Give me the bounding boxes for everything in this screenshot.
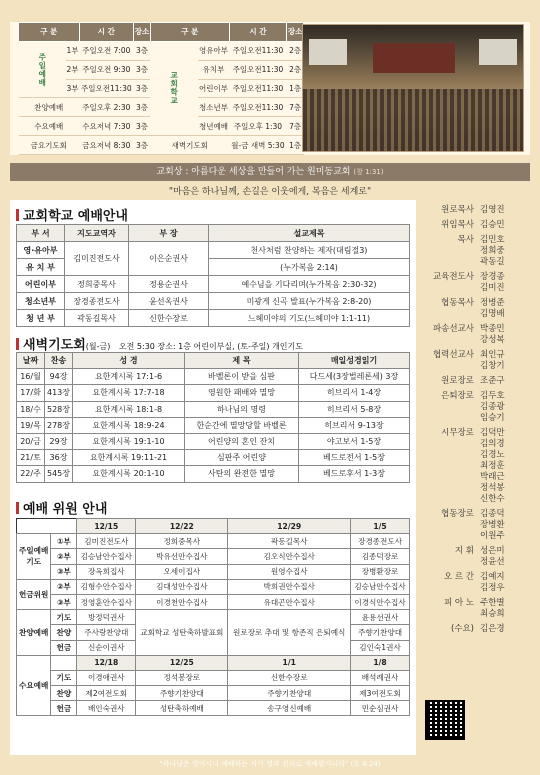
staff-role: 피 아 노 (443, 598, 474, 608)
col-header: 부 서 (17, 225, 65, 242)
staff-name: 김덕만 (480, 428, 505, 438)
staff-names (480, 235, 532, 268)
date: 21/토 (17, 450, 45, 466)
service-place: 7층 (287, 98, 304, 117)
sermon: (누가복음 2:14) (209, 259, 410, 276)
service-name: 1부 (66, 41, 79, 60)
staff-names (480, 324, 532, 346)
role: 기도 (51, 670, 77, 685)
duty-name: 원영수집사 (228, 564, 351, 579)
duty-name: 유대곤안수집사 (228, 594, 351, 609)
staff-name: 주한별 (480, 598, 505, 608)
duty-name: 박유선안수집사 (136, 549, 228, 564)
staff-role: 협동장로 (441, 509, 474, 519)
table-row (17, 385, 410, 401)
scripture: 요한계시록 18:1-8 (73, 401, 185, 417)
staff-role: 원로목사 (441, 205, 474, 215)
stage (373, 43, 455, 73)
duty-name: 오세이집사 (136, 564, 228, 579)
duty-name: 송구영신예배 (228, 701, 351, 716)
dept: 영·유아부 (17, 242, 65, 259)
staff-role: 위임목사 (441, 220, 474, 230)
dept: 청 년 부 (17, 310, 65, 327)
staff-role: 목사 (457, 235, 474, 245)
service-place: 3층 (134, 60, 151, 79)
staff-name: 곽동길 (480, 257, 505, 267)
hymn: 545장 (45, 466, 73, 482)
duty-name: 정희중목사 (136, 534, 228, 549)
col-header: 매일성경읽기 (299, 353, 410, 369)
service-no: ①부 (51, 534, 77, 549)
duty-name: 방정덕권사 (77, 610, 136, 625)
staff-row (420, 546, 532, 568)
staff-role: 파송선교사 (432, 324, 474, 334)
staff-name: 정윤선 (480, 557, 505, 567)
table-row (17, 417, 410, 433)
service-place: 3층 (134, 136, 151, 155)
teacher: 장경종전도사 (65, 293, 129, 310)
dept: 어린이부 (17, 276, 65, 293)
date-header: 1/8 (351, 655, 410, 670)
service-time: 주일오전 9:30 (79, 60, 134, 79)
duty-name: 김형수안수집사 (77, 579, 136, 594)
group-label: 교회학교 (150, 41, 198, 135)
table-row (17, 466, 410, 482)
row-group: 수요예배 (17, 655, 51, 716)
table-row (17, 401, 410, 417)
scripture: 요한계시록 20:1-10 (73, 466, 185, 482)
date-header: 1/1 (228, 655, 351, 670)
service-time: 주일오전 7:00 (79, 41, 134, 60)
staff-name: 김예지 (480, 572, 505, 582)
sermon: 미광게 신곡 발표(누가복음 2:8-20) (209, 293, 410, 310)
staff-name: 최정훈 (480, 461, 505, 471)
date-header: 12/29 (228, 519, 351, 534)
staff-name: 김은경 (480, 624, 505, 634)
staff-row (420, 624, 532, 635)
staff-name: 김종덕 (480, 509, 505, 519)
staff-name: 김정우 (480, 583, 505, 593)
hymn: 94장 (45, 369, 73, 385)
staff-row (420, 428, 532, 505)
staff-name: 강성복 (480, 335, 505, 345)
duty-name: 장병환장로 (351, 564, 410, 579)
staff-row (420, 220, 532, 231)
date: 22/주 (17, 466, 45, 482)
staff-names (480, 546, 532, 568)
sermon: 예수님을 기다리며(누가복음 2:30-32) (209, 276, 410, 293)
dawn-title (16, 334, 303, 353)
qr-code[interactable] (425, 700, 465, 740)
scripture: 요한계시록 17:1-6 (73, 369, 185, 385)
col-header: 구 분 (150, 23, 229, 42)
service-no: ②부 (51, 579, 77, 594)
screen-right (479, 39, 517, 65)
reading: 히브리서 5-8장 (299, 401, 410, 417)
staff-names (480, 624, 532, 635)
date-header: 12/22 (136, 519, 228, 534)
staff-names (480, 572, 532, 594)
screen-left (309, 39, 347, 65)
col-header: 날짜 (17, 353, 45, 369)
staff-row (420, 598, 532, 620)
title-bar (16, 338, 19, 350)
duty-name: 신순이권사 (77, 640, 136, 655)
staff-row (420, 391, 532, 424)
staff-name: 최인규 (480, 350, 505, 360)
staff-name: 김경노 (480, 450, 505, 460)
duty-name: 배인숙권사 (77, 701, 136, 716)
staff-name: 장병환 (480, 520, 505, 530)
service-name: 금요기도회 (19, 136, 80, 155)
service-name: 새벽기도회 (150, 136, 229, 155)
head: 윤선옥권사 (129, 293, 209, 310)
motto-text: 교회상 : 아름다운 세상을 만들어 가는 원미동교회 (156, 167, 351, 177)
service-name: 찬양예배 (19, 98, 80, 117)
duty-name: 김종덕장로 (351, 549, 410, 564)
staff-names (480, 509, 532, 542)
staff-name: 김명배 (480, 309, 505, 319)
main-panel (10, 200, 416, 755)
topic: 영원한 패배와 멸망 (185, 385, 299, 401)
duty-name: 이경천안수집사 (136, 594, 228, 609)
date-header: 12/25 (136, 655, 228, 670)
staff-names (480, 350, 532, 372)
scripture: 요한계시록 19:11-21 (73, 450, 185, 466)
staff-row (420, 572, 532, 594)
dawn-title-sub: (월-금) (85, 342, 111, 351)
duty-name: 주향기찬양대 (228, 686, 351, 701)
hymn: 278장 (45, 417, 73, 433)
staff-row (420, 205, 532, 216)
footer-verse: "하나님은 영이시니 예배하는 자가 영과 진리로 예배할지니라" (요 4:24) (159, 760, 381, 768)
dept: 유 치 부 (17, 259, 65, 276)
service-time: 주일오후 1:30 (229, 117, 287, 136)
reading: 다드세(3장벌레론세) 3장 (299, 369, 410, 385)
col-header: 구 분 (19, 23, 80, 42)
topic: 한순간에 멸망당할 바벨론 (185, 417, 299, 433)
duty-name: 이경애권사 (77, 670, 136, 685)
staff-names (480, 391, 532, 424)
head: 정용순권사 (129, 276, 209, 293)
reading: 히브리서 1-4장 (299, 385, 410, 401)
col-header: 찬송 (45, 353, 73, 369)
hymn: 29장 (45, 433, 73, 449)
service-name: 영유아부 (198, 41, 229, 60)
role: 찬양 (51, 625, 77, 640)
staff-name: 김승민 (480, 220, 505, 230)
staff-name: 김의경 (480, 439, 505, 449)
staff-names (480, 220, 532, 231)
duty-name: 장경종전도사 (351, 534, 410, 549)
staff-name: 김영진 (480, 205, 505, 215)
school-table (16, 224, 410, 327)
col-header: 장소 (134, 23, 151, 42)
service-name: 청년예배 (198, 117, 229, 136)
service-time: 주일오전11:30 (229, 60, 287, 79)
staff-name: 조준구 (480, 376, 505, 386)
duty-name: 박희권안수집사 (228, 579, 351, 594)
teacher: 김미진전도사 (65, 242, 129, 276)
table-row (17, 433, 410, 449)
staff-names (480, 598, 532, 620)
duty-name: 정영훈안수집사 (77, 594, 136, 609)
duty-table (16, 518, 410, 716)
scripture: 요한계시록 18:9-24 (73, 417, 185, 433)
service-schedule-section (10, 22, 530, 155)
title-bar (16, 209, 19, 221)
title-bar (16, 502, 19, 514)
duty-name: 제3여전도회 (351, 686, 410, 701)
role: 찬양 (51, 686, 77, 701)
staff-row (420, 509, 532, 542)
teacher: 정희중목사 (65, 276, 129, 293)
staff-row (420, 350, 532, 372)
congregation (303, 89, 523, 151)
staff-row (420, 272, 532, 294)
duty-name: 성탄축하예배 (136, 701, 228, 716)
col-header: 성 경 (73, 353, 185, 369)
service-schedule-table (18, 22, 304, 155)
staff-row (420, 298, 532, 320)
staff-names (480, 376, 532, 387)
duty-name: 정석봉장로 (136, 670, 228, 685)
table-row (17, 369, 410, 385)
dawn-info: 오전 5:30 장소: 1층 어린이부실, (토-주일) 개인기도 (118, 342, 303, 351)
reading: 야고보서 1-5장 (299, 433, 410, 449)
service-no: ③부 (51, 564, 77, 579)
staff-names (480, 298, 532, 320)
staff-name: 정희중 (480, 246, 505, 256)
row-group: 찬양예배 (17, 610, 51, 656)
hymn: 36장 (45, 450, 73, 466)
school-title: 교회학교 예배안내 (23, 209, 128, 224)
staff-name: 이원주 (480, 531, 505, 541)
date: 20/금 (17, 433, 45, 449)
service-no: ②부 (51, 549, 77, 564)
duty-name: 윤용선권사 (351, 610, 410, 625)
staff-name: 김종광 (480, 402, 505, 412)
duty-name: 배석례권사 (351, 670, 410, 685)
col-header: 부 장 (129, 225, 209, 242)
service-place: 3층 (134, 41, 151, 60)
duty-title-text: 예배 위원 안내 (23, 502, 108, 517)
table-row (17, 450, 410, 466)
service-place: 1층 (287, 136, 304, 155)
service-name: 유치부 (198, 60, 229, 79)
staff-role: 협력선교사 (432, 350, 474, 360)
date-header: 1/5 (351, 519, 410, 534)
service-place: 2층 (287, 41, 304, 60)
duty-name: 민순심권사 (351, 701, 410, 716)
role: 기도 (51, 610, 77, 625)
reading: 베드로후서 1-3장 (299, 466, 410, 482)
special-event: 원로장로 추대 및 항존직 은퇴예식 (228, 610, 351, 656)
staff-name: 임승기 (480, 413, 505, 423)
staff-name: 김미진 (480, 283, 505, 293)
role: 헌금 (51, 640, 77, 655)
dawn-title-text: 새벽기도회 (23, 338, 86, 353)
duty-name: 주향기찬양대 (136, 686, 228, 701)
staff-name: 박래근 (480, 472, 505, 482)
service-time: 주일오전11:30 (229, 79, 287, 98)
duty-name: 김승남안수집사 (77, 549, 136, 564)
service-time: 주일오전11:30 (229, 98, 287, 117)
hymn: 413장 (45, 385, 73, 401)
sermon: 느헤미야의 기도(느헤미야 1:1-11) (209, 310, 410, 327)
service-name: 수요예배 (19, 117, 80, 136)
hymn: 528장 (45, 401, 73, 417)
staff-role: (수요) (450, 624, 474, 634)
staff-role: 원로장로 (441, 376, 474, 386)
service-time: 수요저녁 7:30 (79, 117, 134, 136)
service-name: 3부 (66, 79, 79, 98)
staff-name: 정석봉 (480, 483, 505, 493)
duty-name: 장옥희집사 (77, 564, 136, 579)
topic: 사탄의 완전한 멸망 (185, 466, 299, 482)
staff-sidebar (420, 205, 532, 639)
sanctuary-photo (302, 24, 524, 152)
duty-name: 신한수장로 (228, 670, 351, 685)
special-event: 교회학교 성탄축하발표회 (136, 610, 228, 656)
topic: 어린양의 혼인 잔치 (185, 433, 299, 449)
staff-role: 시무장로 (441, 428, 474, 438)
staff-name: 김창기 (480, 361, 505, 371)
staff-name: 김두호 (480, 391, 505, 401)
church-motto-banner (10, 163, 530, 181)
date: 19/목 (17, 417, 45, 433)
topic: 하나님의 명령 (185, 401, 299, 417)
staff-name: 김민호 (480, 235, 505, 245)
service-place: 2층 (287, 60, 304, 79)
duty-name: 김대성안수집사 (136, 579, 228, 594)
staff-role: 은퇴장로 (441, 391, 474, 401)
duty-name: 김오식안수집사 (228, 549, 351, 564)
service-time: 주일오전11:30 (229, 41, 287, 60)
reading: 베드로전서 1-5장 (299, 450, 410, 466)
staff-row (420, 324, 532, 346)
staff-names (480, 205, 532, 216)
service-time: 금요저녁 8:30 (79, 136, 134, 155)
topic: 심판주 어린양 (185, 450, 299, 466)
duty-name: 제2여전도회 (77, 686, 136, 701)
row-group: 헌금위원 (17, 579, 51, 609)
topic: 바벨론이 받을 심판 (185, 369, 299, 385)
staff-name: 신한수 (480, 494, 505, 504)
date: 18/수 (17, 401, 45, 417)
staff-names (480, 428, 532, 505)
duty-name: 주사랑찬양대 (77, 625, 136, 640)
staff-names (480, 272, 532, 294)
row-group: 주일예배기도 (17, 534, 51, 580)
col-header: 장소 (287, 23, 304, 42)
teacher: 곽동길목사 (65, 310, 129, 327)
service-time: 주일오후 2:30 (79, 98, 134, 117)
duty-name: 김미진전도사 (77, 534, 136, 549)
scripture: 요한계시록 17:7-18 (73, 385, 185, 401)
service-place: 3층 (134, 117, 151, 136)
staff-name: 박종민 (480, 324, 505, 334)
reading: 히브리서 9-13장 (299, 417, 410, 433)
staff-name: 장경종 (480, 272, 505, 282)
col-header: 지도교역자 (65, 225, 129, 242)
staff-row (420, 235, 532, 268)
col-header: 시 간 (79, 23, 134, 42)
staff-row (420, 376, 532, 387)
date: 17/화 (17, 385, 45, 401)
staff-name: 성은미 (480, 546, 505, 556)
role: 헌금 (51, 701, 77, 716)
sermon: 천사처럼 찬양하는 제자(대림절3) (209, 242, 410, 259)
staff-name: 정병준 (480, 298, 505, 308)
scripture: 요한계시록 19:1-10 (73, 433, 185, 449)
group-label: 주일예배 (19, 41, 67, 98)
duty-name: 이경식안수집사 (351, 594, 410, 609)
head: 이은순권사 (129, 242, 209, 276)
service-no: ③부 (51, 594, 77, 609)
staff-role: 지 휘 (454, 546, 474, 556)
service-name: 청소년부 (198, 98, 229, 117)
staff-role: 교육전도사 (432, 272, 474, 282)
duty-title (16, 498, 107, 517)
date-header: 12/15 (77, 519, 136, 534)
staff-name: 최승희 (480, 609, 505, 619)
motto-verse: (창 1:31) (353, 168, 384, 176)
staff-role: 오 르 간 (443, 572, 474, 582)
service-time: 월-금 새벽 5:30 (229, 136, 287, 155)
service-place: 3층 (134, 79, 151, 98)
staff-role: 협동목사 (441, 298, 474, 308)
service-place: 7층 (287, 117, 304, 136)
col-header: 제 목 (185, 353, 299, 369)
duty-name: 김승남안수집사 (351, 579, 410, 594)
service-place: 3층 (134, 98, 151, 117)
service-name: 어린이부 (198, 79, 229, 98)
service-place: 1층 (287, 79, 304, 98)
col-header: 설교제목 (209, 225, 410, 242)
duty-name: 곽동길목사 (228, 534, 351, 549)
duty-name: 주향기찬양대 (351, 625, 410, 640)
service-name: 2부 (66, 60, 79, 79)
dept: 청소년부 (17, 293, 65, 310)
church-slogan: "마음은 하나님께, 손길은 이웃에게, 복음은 세계로" (168, 187, 372, 197)
head: 신한수장로 (129, 310, 209, 327)
section-title (16, 205, 128, 224)
date: 16/월 (17, 369, 45, 385)
service-time: 주일오전11:30 (79, 79, 134, 98)
duty-name: 김인숙1권사 (351, 640, 410, 655)
col-header: 시 간 (229, 23, 287, 42)
date-header: 12/18 (77, 655, 136, 670)
dawn-table (16, 352, 410, 483)
